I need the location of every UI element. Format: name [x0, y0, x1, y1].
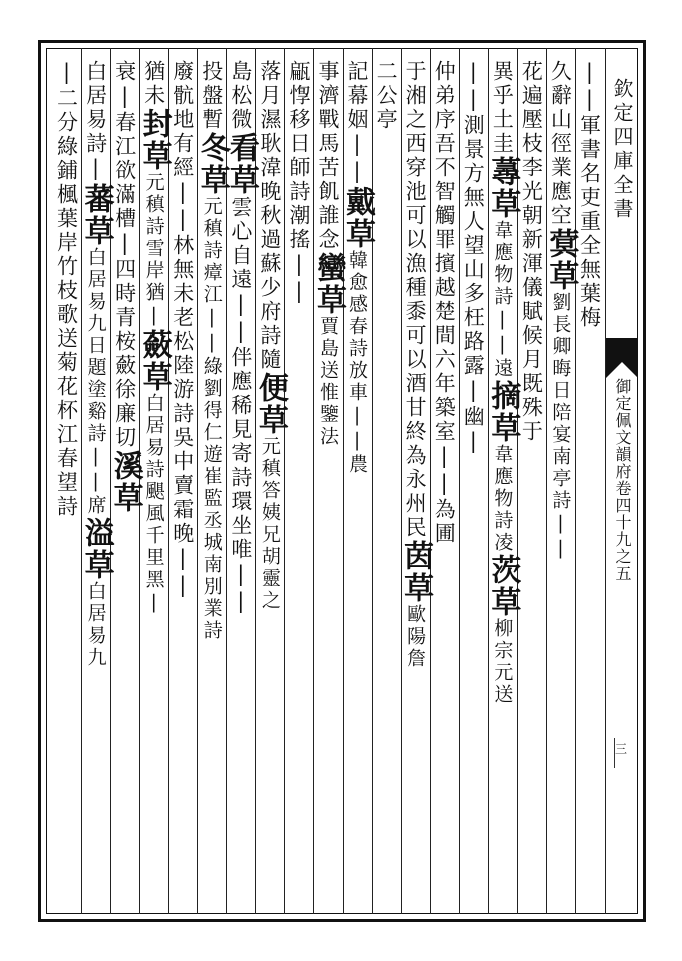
column-text: 柳宗元送	[491, 618, 514, 706]
column-text: 異乎土圭	[490, 60, 515, 156]
entry-heading: 蓂草	[543, 228, 579, 292]
entry-heading: 封草	[136, 108, 172, 172]
leaf-number: 三	[614, 738, 631, 768]
column-text: 于湘之西穿池可以漁種黍可以酒甘終為永州民	[403, 60, 428, 540]
column-text: |四時青桉蘞徐廉切	[112, 231, 137, 450]
column-text: 島松微	[228, 60, 253, 132]
entry-heading: 冬草	[194, 132, 230, 196]
volume-label: 卷四十九之五	[613, 480, 632, 582]
column-text: 韋應物詩||遠	[491, 220, 514, 380]
entry-heading: 茨草	[485, 554, 521, 618]
column-text: |春江欲滿槽	[112, 84, 137, 231]
column-text: 白居易九日題塗谿詩||席	[84, 247, 107, 517]
entry-heading: 戴草	[340, 186, 376, 250]
entry-heading: 看草	[223, 132, 259, 196]
column-text: 雲心自遠||伴應稀	[228, 196, 253, 418]
column-text: 花遍壓枝李光朝新渾儀賦候月既殊于	[519, 60, 544, 444]
column-text: 衰	[112, 60, 137, 84]
column-text: ||測景方	[461, 60, 486, 186]
entry-heading: 溪草	[107, 450, 143, 514]
column-text: 賈島送惟鑒法	[317, 316, 339, 448]
column-text: 劉長卿晦日陪宴南亭詩||	[549, 292, 572, 562]
column-text: 猶未	[141, 60, 166, 108]
entry-heading: 茵草	[398, 540, 434, 604]
column-text: 鋪楓葉岸竹枝歌送菊花杯	[54, 159, 79, 423]
column-text: 事濟戰馬苦飢誰念	[316, 60, 340, 252]
column-text: 耿湋晚秋過蘇少府詩隨	[257, 132, 282, 372]
fish-tail-mark	[606, 338, 638, 378]
column-text: 師詩潮搖||	[286, 156, 311, 306]
column-text: 白居易詩|	[83, 60, 108, 183]
column-text: 白居易詩颶風千里黑|	[142, 393, 165, 616]
book-title: 御定佩文韻府	[613, 378, 632, 480]
entry-heading: 蕁草	[485, 156, 521, 220]
entry-heading: 便草	[252, 372, 288, 436]
column-text: 元稹詩雪岸猶|	[142, 172, 165, 329]
column-text: 二公亭	[374, 60, 399, 132]
column-text: 投盤暫	[199, 60, 224, 132]
column-text: 見寄詩環坐唯||	[228, 418, 253, 616]
column-text: 仲弟序吾不智觸罪擯越楚間六年築室||為圃	[432, 60, 457, 546]
column-text: 白居易九	[84, 581, 107, 669]
column-text: 地有經||林無未老松陸游詩吳中賣霜晚||	[170, 108, 195, 600]
entry-heading: 溢草	[78, 517, 114, 581]
column-text: 韋應物詩凌	[491, 444, 514, 554]
column-text: 記幕姻||	[345, 60, 370, 186]
entry-heading: 蘞草	[136, 329, 172, 393]
entry-heading: 蕃草	[78, 183, 114, 247]
column-text: 落月濕	[257, 60, 282, 132]
column-text: 無人望山多枉路	[461, 186, 486, 354]
edition-header: 欽定四庫全書	[610, 78, 634, 222]
column-text: |二分綠	[54, 60, 79, 159]
column-text: 甂惸移日	[286, 60, 311, 156]
column-text: 江春望詩	[54, 423, 79, 519]
column-text: 露|幽|	[461, 354, 486, 456]
text-column	[48, 60, 86, 910]
entry-heading: 摘草	[485, 380, 521, 444]
column-text: 元稹詩瘴江||綠劉得仁遊崔監丞城南別業詩	[200, 196, 223, 642]
column-text: 全無葉梅	[577, 234, 602, 330]
column-text: 元稹答姨兄胡靈之	[258, 436, 281, 612]
book-volume-label	[606, 378, 638, 582]
column-text: 歐陽詹	[404, 604, 427, 670]
column-text: 廢骯	[170, 60, 195, 108]
column-text: 韓愈感春詩放車||農	[346, 250, 369, 476]
column-text: 久辭山徑業應空	[548, 60, 573, 228]
column-text: ||軍書名吏重	[577, 60, 602, 234]
entry-heading: 蠻草	[311, 252, 346, 316]
margin-strip	[606, 48, 638, 914]
